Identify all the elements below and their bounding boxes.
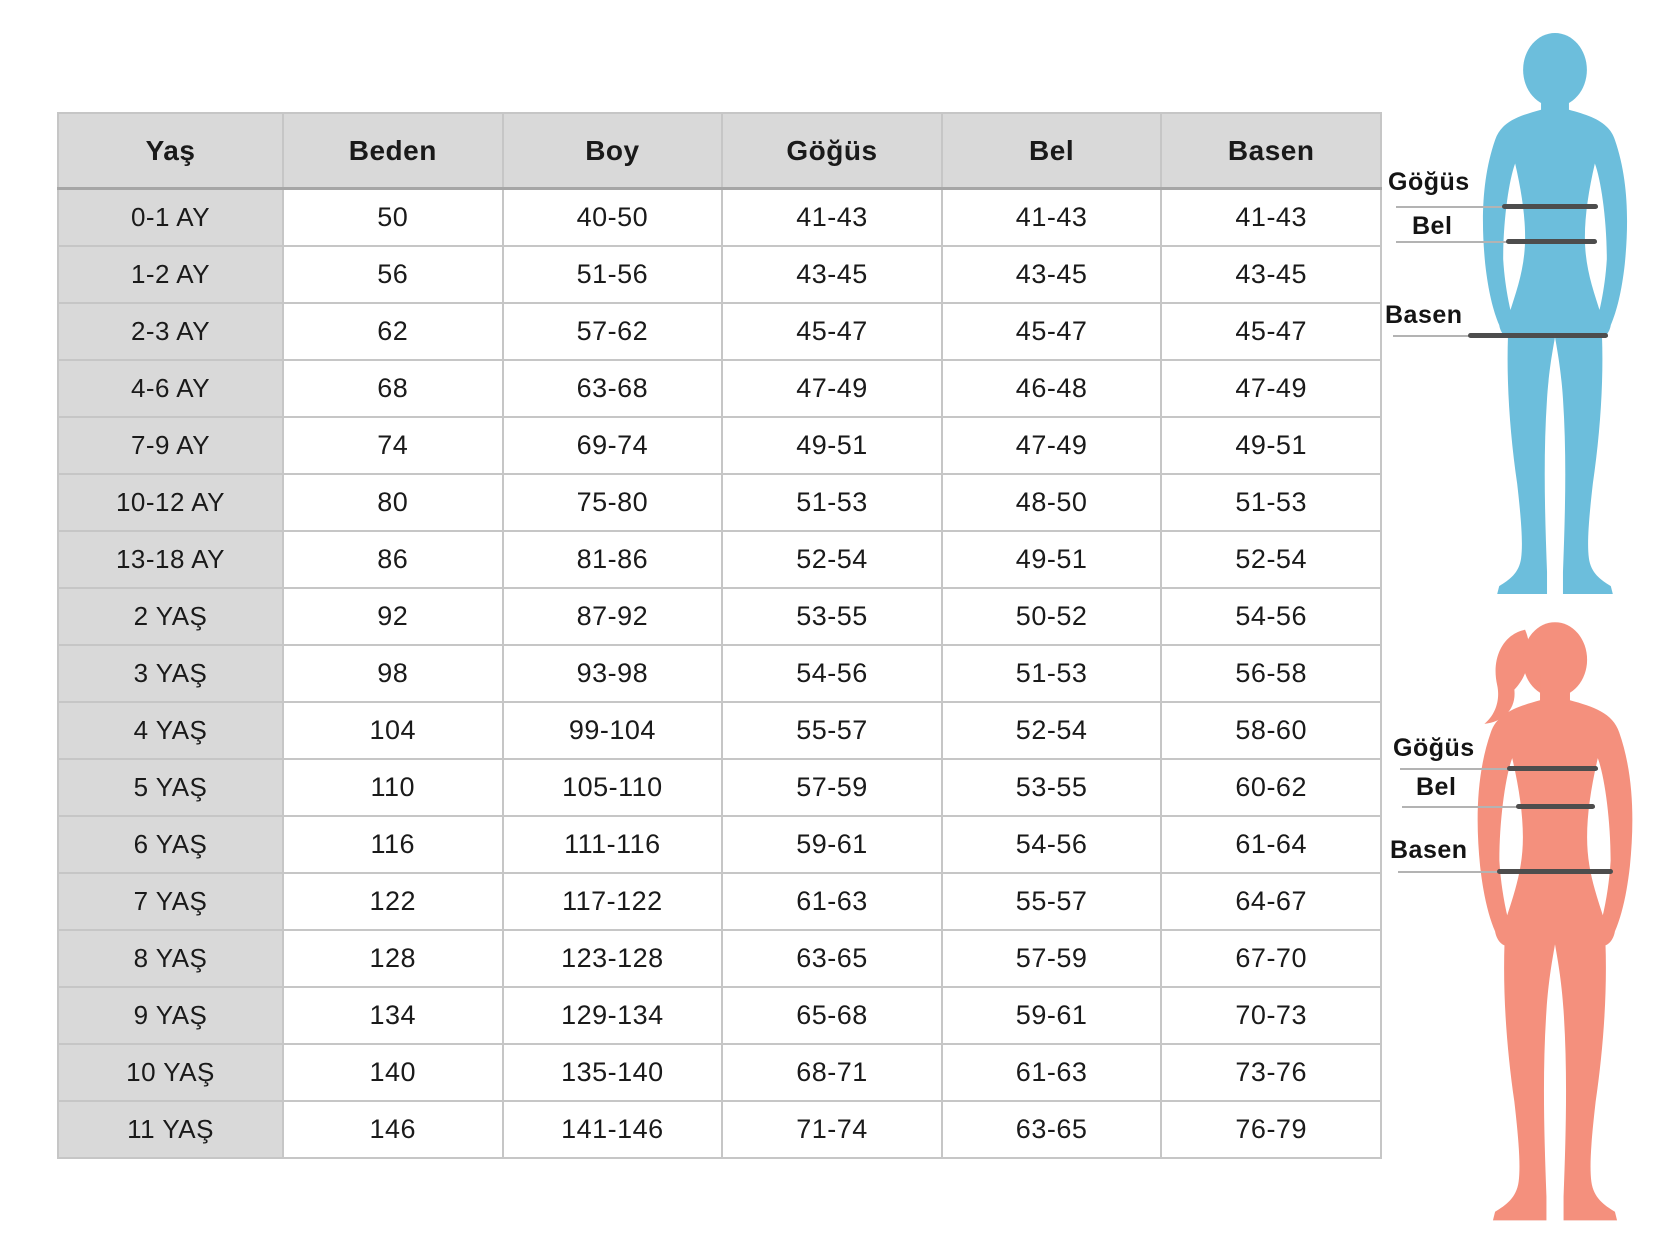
table-cell: 129-134: [503, 987, 723, 1044]
table-cell: 81-86: [503, 531, 723, 588]
row-age-label: 3 YAŞ: [58, 645, 283, 702]
blue-figure-body: [1483, 86, 1627, 594]
table-cell: 52-54: [942, 702, 1162, 759]
table-row: [58, 588, 1381, 645]
table-row: [58, 531, 1381, 588]
table-cell: 87-92: [503, 588, 723, 645]
row-age-label: 6 YAŞ: [58, 816, 283, 873]
table-cell: 51-53: [1161, 474, 1381, 531]
pink-hip-label: Basen: [1390, 836, 1468, 864]
col-header-waist: Bel: [942, 113, 1162, 189]
table-cell: 46-48: [942, 360, 1162, 417]
table-cell: 122: [283, 873, 503, 930]
table-cell: 57-59: [942, 930, 1162, 987]
table-cell: 63-65: [722, 930, 942, 987]
table-row: [58, 987, 1381, 1044]
table-row: [58, 702, 1381, 759]
table-cell: 75-80: [503, 474, 723, 531]
row-age-label: 7 YAŞ: [58, 873, 283, 930]
child-silhouette-pink: [1448, 614, 1662, 1236]
table-row: [58, 645, 1381, 702]
row-age-label: 1-2 AY: [58, 246, 283, 303]
blue-chest-label: Göğüs: [1388, 168, 1470, 196]
col-header-age: Yaş: [58, 113, 283, 189]
table-cell: 57-59: [722, 759, 942, 816]
blue-waist-measure-line: [1506, 239, 1597, 244]
table-cell: 58-60: [1161, 702, 1381, 759]
table-cell: 61-64: [1161, 816, 1381, 873]
table-cell: 49-51: [942, 531, 1162, 588]
table-cell: 45-47: [722, 303, 942, 360]
blue-figure-shape: [1483, 33, 1627, 594]
table-cell: 54-56: [942, 816, 1162, 873]
table-cell: 48-50: [942, 474, 1162, 531]
size-table: [57, 112, 1382, 1159]
table-cell: 93-98: [503, 645, 723, 702]
row-age-label: 8 YAŞ: [58, 930, 283, 987]
size-table-body: [58, 189, 1381, 1159]
table-cell: 49-51: [722, 417, 942, 474]
table-cell: 98: [283, 645, 503, 702]
table-row: [58, 360, 1381, 417]
table-cell: 134: [283, 987, 503, 1044]
table-cell: 54-56: [722, 645, 942, 702]
header-row: [58, 113, 1381, 189]
table-row: [58, 1101, 1381, 1158]
table-row: [58, 303, 1381, 360]
table-cell: 105-110: [503, 759, 723, 816]
table-cell: 71-74: [722, 1101, 942, 1158]
table-cell: 111-116: [503, 816, 723, 873]
row-age-label: 5 YAŞ: [58, 759, 283, 816]
table-cell: 47-49: [942, 417, 1162, 474]
row-age-label: 7-9 AY: [58, 417, 283, 474]
table-cell: 59-61: [722, 816, 942, 873]
row-age-label: 11 YAŞ: [58, 1101, 283, 1158]
blue-waist-label: Bel: [1412, 212, 1453, 240]
table-cell: 128: [283, 930, 503, 987]
size-table-header: [58, 113, 1381, 189]
table-row: [58, 816, 1381, 873]
table-row: [58, 189, 1381, 247]
table-cell: 51-53: [942, 645, 1162, 702]
table-cell: 70-73: [1161, 987, 1381, 1044]
table-cell: 45-47: [1161, 303, 1381, 360]
pink-waist-label: Bel: [1416, 773, 1457, 801]
table-cell: 54-56: [1161, 588, 1381, 645]
table-cell: 141-146: [503, 1101, 723, 1158]
table-cell: 59-61: [942, 987, 1162, 1044]
table-cell: 80: [283, 474, 503, 531]
table-cell: 56: [283, 246, 503, 303]
table-cell: 117-122: [503, 873, 723, 930]
table-cell: 45-47: [942, 303, 1162, 360]
row-age-label: 13-18 AY: [58, 531, 283, 588]
blue-hip-label: Basen: [1385, 301, 1463, 329]
table-cell: 62: [283, 303, 503, 360]
table-cell: 49-51: [1161, 417, 1381, 474]
table-cell: 99-104: [503, 702, 723, 759]
col-header-hip: Basen: [1161, 113, 1381, 189]
table-cell: 57-62: [503, 303, 723, 360]
table-cell: 73-76: [1161, 1044, 1381, 1101]
table-row: [58, 246, 1381, 303]
table-cell: 52-54: [722, 531, 942, 588]
table-cell: 110: [283, 759, 503, 816]
row-age-label: 9 YAŞ: [58, 987, 283, 1044]
pink-chest-label: Göğüs: [1393, 734, 1475, 762]
row-age-label: 4-6 AY: [58, 360, 283, 417]
table-cell: 43-45: [1161, 246, 1381, 303]
table-cell: 63-65: [942, 1101, 1162, 1158]
table-cell: 52-54: [1161, 531, 1381, 588]
table-cell: 65-68: [722, 987, 942, 1044]
table-cell: 47-49: [1161, 360, 1381, 417]
table-cell: 67-70: [1161, 930, 1381, 987]
table-cell: 68-71: [722, 1044, 942, 1101]
table-cell: 68: [283, 360, 503, 417]
row-age-label: 10 YAŞ: [58, 1044, 283, 1101]
blue-chest-measure-line: [1502, 204, 1598, 209]
table-row: [58, 873, 1381, 930]
child-silhouette-blue: [1452, 30, 1658, 608]
table-cell: 64-67: [1161, 873, 1381, 930]
table-cell: 41-43: [942, 189, 1162, 247]
row-age-label: 0-1 AY: [58, 189, 283, 247]
table-cell: 92: [283, 588, 503, 645]
row-age-label: 10-12 AY: [58, 474, 283, 531]
row-age-label: 2 YAŞ: [58, 588, 283, 645]
row-age-label: 4 YAŞ: [58, 702, 283, 759]
table-cell: 104: [283, 702, 503, 759]
table-cell: 86: [283, 531, 503, 588]
table-cell: 50: [283, 189, 503, 247]
table-cell: 41-43: [1161, 189, 1381, 247]
table-cell: 63-68: [503, 360, 723, 417]
table-cell: 53-55: [942, 759, 1162, 816]
table-cell: 135-140: [503, 1044, 723, 1101]
col-header-height: Boy: [503, 113, 723, 189]
table-cell: 76-79: [1161, 1101, 1381, 1158]
table-cell: 53-55: [722, 588, 942, 645]
table-cell: 51-53: [722, 474, 942, 531]
pink-figure-shape: [1478, 622, 1633, 1220]
pink-chest-measure-line: [1507, 766, 1598, 771]
row-age-label: 2-3 AY: [58, 303, 283, 360]
col-header-size: Beden: [283, 113, 503, 189]
table-cell: 146: [283, 1101, 503, 1158]
table-cell: 61-63: [722, 873, 942, 930]
table-row: [58, 1044, 1381, 1101]
table-cell: 50-52: [942, 588, 1162, 645]
table-row: [58, 417, 1381, 474]
table-cell: 40-50: [503, 189, 723, 247]
table-cell: 123-128: [503, 930, 723, 987]
table-cell: 55-57: [942, 873, 1162, 930]
table-row: [58, 930, 1381, 987]
table-cell: 41-43: [722, 189, 942, 247]
table-cell: 140: [283, 1044, 503, 1101]
table-row: [58, 759, 1381, 816]
table-cell: 69-74: [503, 417, 723, 474]
table-cell: 60-62: [1161, 759, 1381, 816]
pink-waist-measure-line: [1516, 804, 1595, 809]
table-cell: 55-57: [722, 702, 942, 759]
table-cell: 61-63: [942, 1044, 1162, 1101]
table-cell: 116: [283, 816, 503, 873]
table-row: [58, 474, 1381, 531]
table-cell: 56-58: [1161, 645, 1381, 702]
table-cell: 74: [283, 417, 503, 474]
blue-hip-measure-line: [1468, 333, 1608, 338]
pink-figure-body: [1478, 675, 1633, 1221]
pink-hip-measure-line: [1497, 869, 1613, 874]
table-cell: 51-56: [503, 246, 723, 303]
table-cell: 47-49: [722, 360, 942, 417]
table-cell: 43-45: [942, 246, 1162, 303]
col-header-chest: Göğüs: [722, 113, 942, 189]
table-cell: 43-45: [722, 246, 942, 303]
